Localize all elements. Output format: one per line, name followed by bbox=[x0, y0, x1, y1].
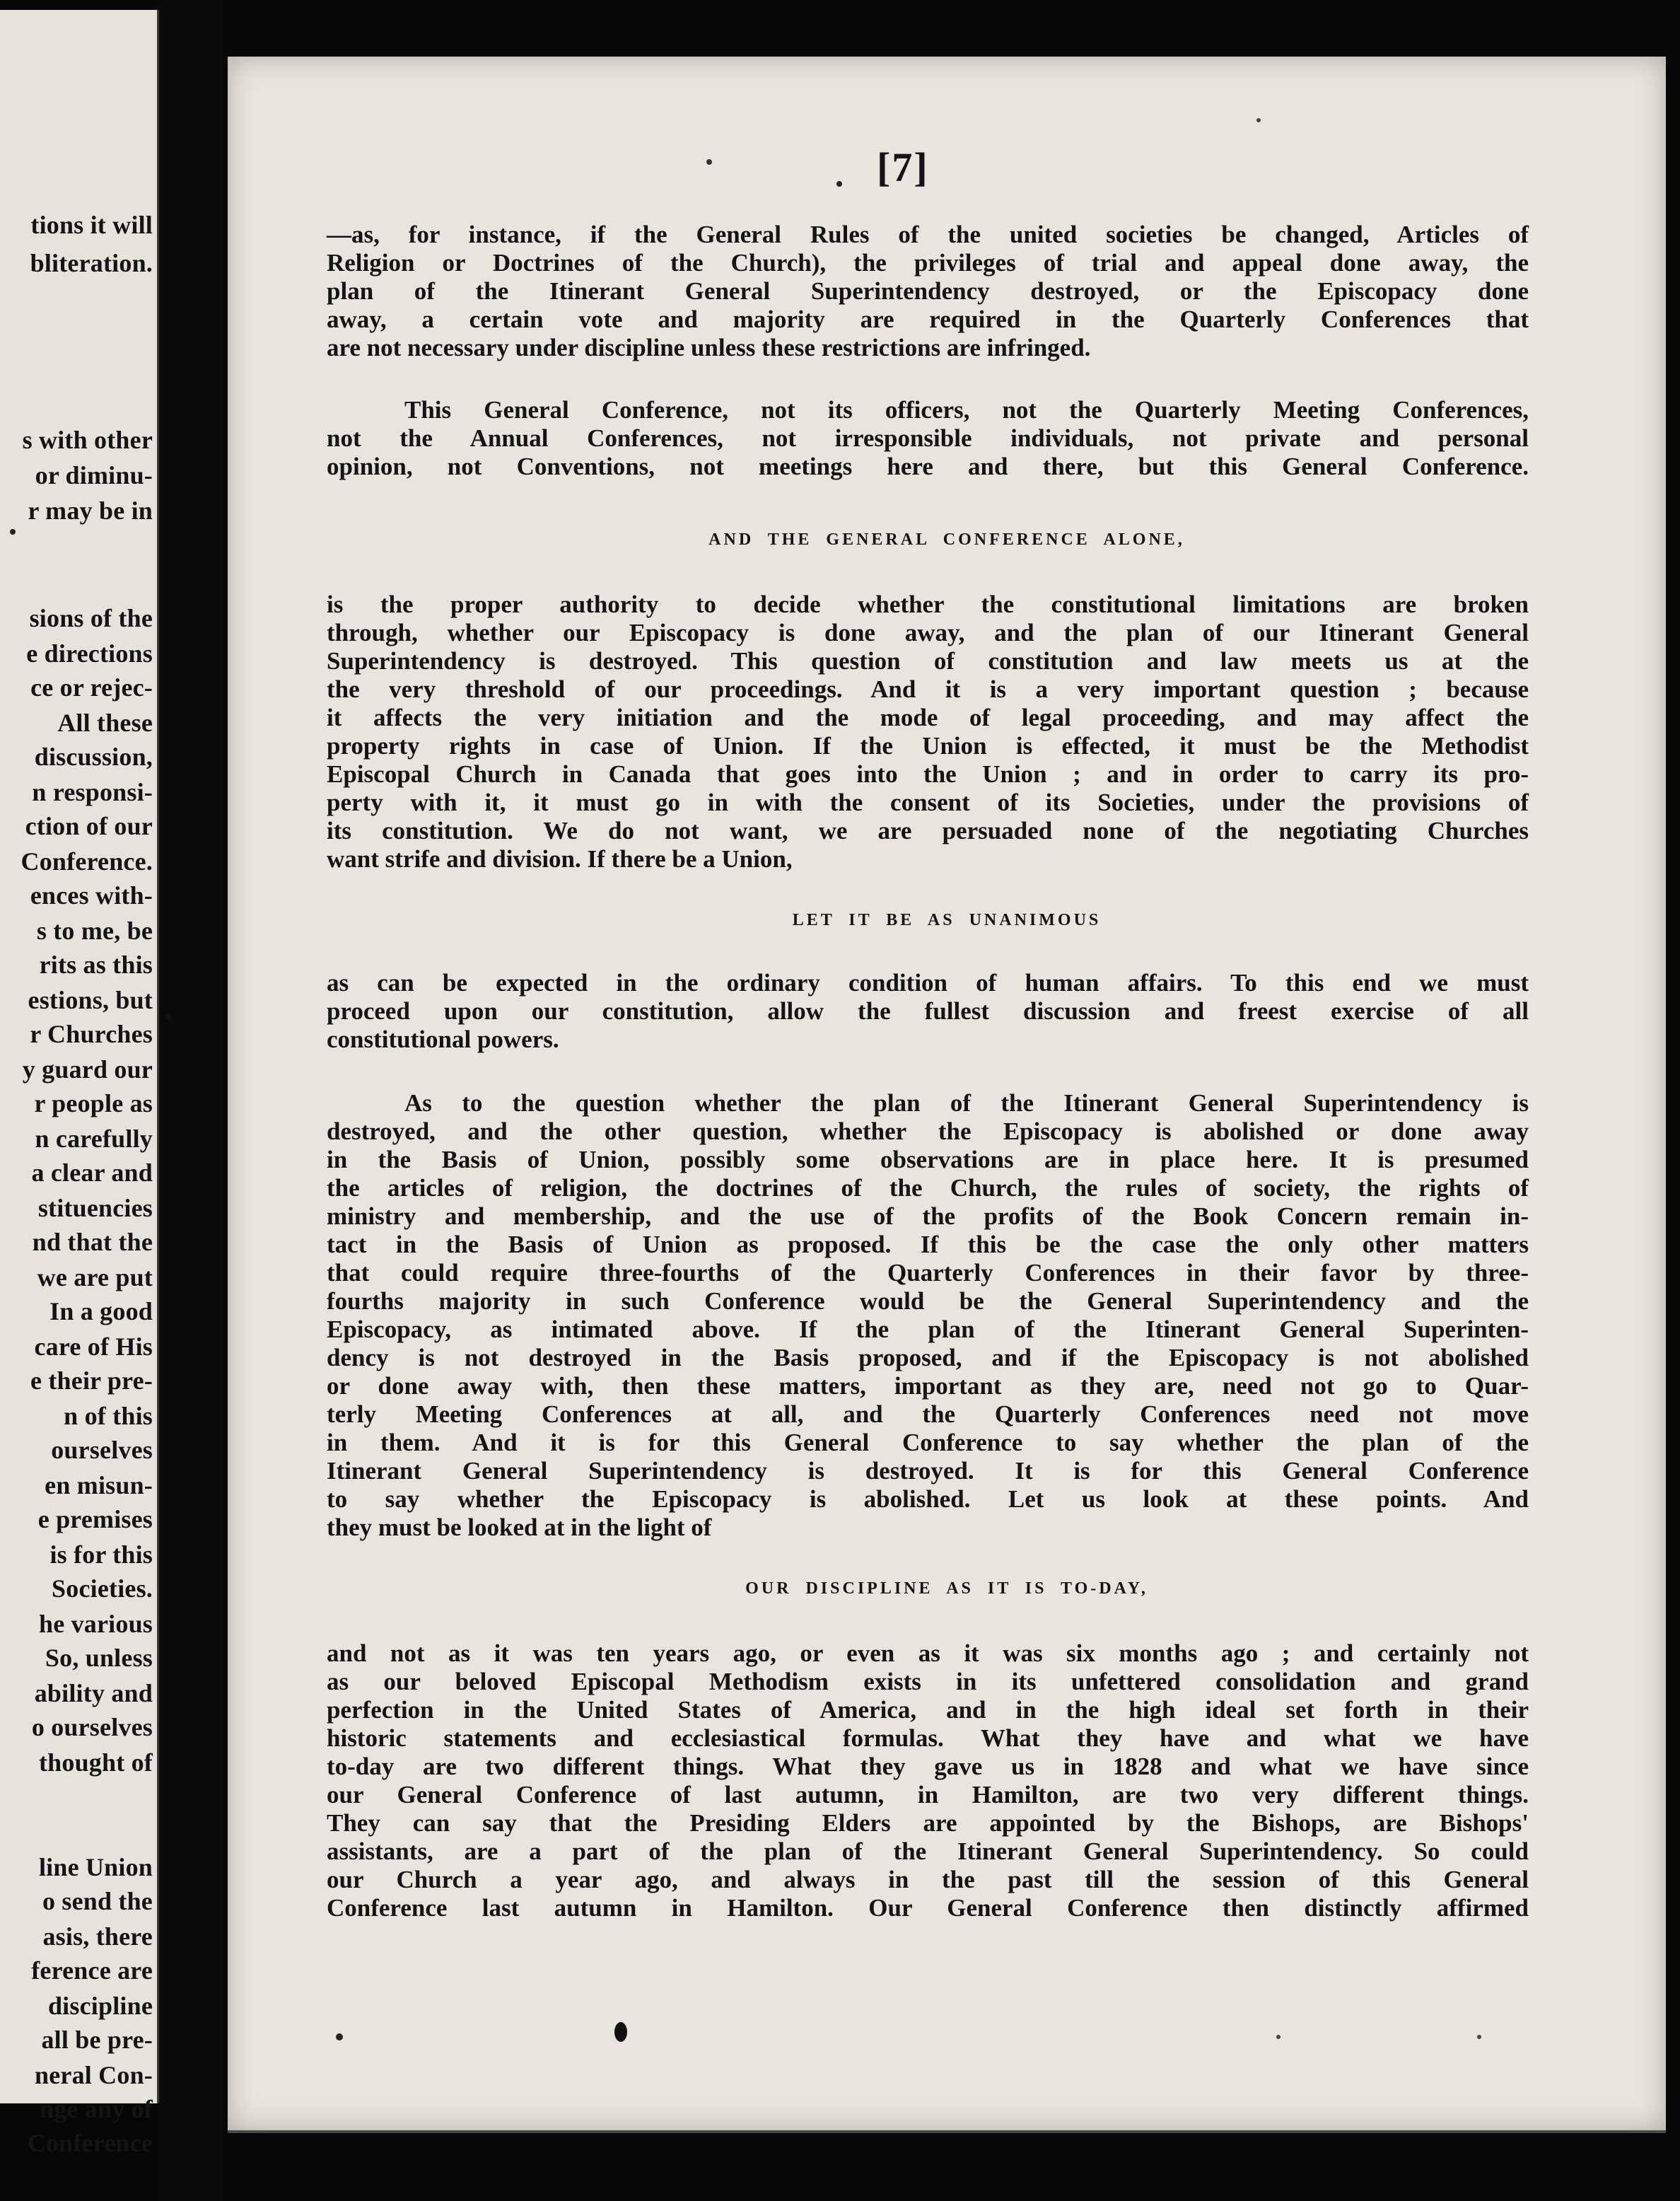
left-line: All these bbox=[57, 709, 153, 737]
text-line: —as, for instance, if the General Rules of the united societies be changed, Articles of bbox=[327, 221, 1529, 248]
left-line: ction of our bbox=[25, 812, 153, 840]
left-line: nge any of bbox=[39, 2095, 153, 2123]
text-line: our Church a year ago, and always in the past till the session of this General bbox=[327, 1866, 1529, 1893]
left-line: nd that the bbox=[32, 1228, 153, 1256]
left-line: ability and bbox=[34, 1679, 153, 1707]
left-line: e premises bbox=[37, 1505, 153, 1533]
left-line: o send the bbox=[42, 1887, 153, 1915]
left-line: Conference bbox=[27, 2129, 153, 2157]
left-line: a clear and bbox=[31, 1158, 153, 1187]
left-line: is for this bbox=[49, 1540, 153, 1569]
left-line: ference are bbox=[31, 1956, 153, 1985]
text-line: as our beloved Episcopal Methodism exists in its unfettered consolidation and grand bbox=[327, 1668, 1529, 1695]
text-line: assistants, are a part of the plan of the Itinerant General Superintendency. So could bbox=[327, 1837, 1529, 1865]
text-line: it affects the very initiation and the mode of legal proceeding, and may affect the bbox=[327, 704, 1529, 731]
left-line: care of His bbox=[34, 1332, 153, 1361]
left-line: thought of bbox=[38, 1748, 153, 1777]
left-line: ourselves bbox=[51, 1436, 153, 1464]
text-line: its constitution. We do not want, we are persuaded none of the negotiating Churches bbox=[327, 817, 1529, 844]
text-line: opinion, not Conventions, not meetings here and there, but this General Conference. bbox=[327, 453, 1529, 480]
text-line: plan of the Itinerant General Superintendency destroyed, or the Episcopacy done bbox=[327, 277, 1529, 305]
text-line: or done away with, then these matters, important as they are, need not go to Quar- bbox=[327, 1372, 1529, 1400]
left-line: discussion, bbox=[34, 743, 153, 771]
left-line: ences with- bbox=[30, 881, 153, 910]
page-gutter bbox=[159, 0, 224, 2201]
text-line: As to the question whether the plan of the Itinerant General Superintendency is bbox=[404, 1089, 1529, 1117]
text-line: dency is not destroyed in the Basis proposed, and if the Episcopacy is not abolished bbox=[327, 1344, 1529, 1371]
text-line: and not as it was ten years ago, or even as it was six months ago ; and certainly not bbox=[327, 1639, 1529, 1667]
text-line: through, whether our Episcopacy is done away, and the plan of our Itinerant General bbox=[327, 619, 1529, 646]
left-line: rits as this bbox=[39, 951, 153, 979]
text-line: constitutional powers. bbox=[327, 1026, 559, 1053]
section-heading: OUR DISCIPLINE AS IT IS TO-DAY, bbox=[745, 1579, 1148, 1598]
left-line: tions it will bbox=[30, 211, 153, 239]
text-line: that could require three-fourths of the Quarterly Conferences in their favor by three- bbox=[327, 1259, 1529, 1287]
text-line: the very threshold of our proceedings. And it is a very important question ; because bbox=[327, 675, 1529, 703]
text-line: they must be looked at in the light of bbox=[327, 1514, 712, 1541]
text-line: are not necessary under discipline unless these restrictions are infringed. bbox=[327, 334, 1091, 361]
left-line: r people as bbox=[34, 1089, 153, 1117]
left-line: o ourselves bbox=[31, 1713, 153, 1741]
text-line: Episcopacy, as intimated above. If the plan of the Itinerant General Superinten- bbox=[327, 1316, 1529, 1343]
page-number: [7] bbox=[877, 144, 929, 190]
left-line: estions, but bbox=[28, 986, 153, 1014]
left-line: s to me, be bbox=[36, 917, 153, 945]
left-line: discipline bbox=[47, 1992, 153, 2020]
text-line: perty with it, it must go in with the consent of its Societies, under the provisions of bbox=[327, 789, 1529, 816]
left-line: bliteration. bbox=[30, 249, 153, 277]
text-line: ministry and membership, and the use of the profits of the Book Concern remain in- bbox=[327, 1202, 1529, 1230]
text-line: Religion or Doctrines of the Church), the privileges of trial and appeal done away, the bbox=[327, 249, 1529, 277]
left-line: ce or rejec- bbox=[30, 673, 153, 702]
text-line: fourths majority in such Conference would be the General Superintendency and the bbox=[327, 1287, 1529, 1315]
left-line: In a good bbox=[49, 1297, 153, 1325]
text-line: Itinerant General Superintendency is destroyed. It is for this General Conference bbox=[327, 1457, 1529, 1485]
left-line: stituencies bbox=[37, 1194, 153, 1222]
text-line: want strife and division. If there be a Union, bbox=[327, 845, 793, 873]
section-heading: AND THE GENERAL CONFERENCE ALONE, bbox=[708, 530, 1185, 549]
text-line: the articles of religion, the doctrines of the Church, the rules of society, the rights of bbox=[327, 1174, 1529, 1202]
main-page bbox=[228, 57, 1666, 2130]
text-line: Conference last autumn in Hamilton. Our General Conference then distinctly affirmed bbox=[327, 1894, 1529, 1922]
left-line: Societies. bbox=[52, 1574, 153, 1603]
text-line: This General Conference, not its officers, not the Quarterly Meeting Conferences, bbox=[404, 396, 1529, 424]
left-line: e their pre- bbox=[30, 1366, 153, 1395]
text-line: as can be expected in the ordinary condition of human affairs. To this end we must bbox=[327, 969, 1529, 997]
text-line: destroyed, and the other question, whether the Episcopacy is abolished or done away bbox=[327, 1117, 1529, 1145]
left-line: s with other bbox=[22, 426, 153, 454]
left-line: line Union bbox=[38, 1853, 153, 1881]
text-line: Superintendency is destroyed. This question of constitution and law meets us at the bbox=[327, 647, 1529, 675]
left-line: n responsi- bbox=[32, 778, 153, 806]
left-line: all be pre- bbox=[41, 2026, 153, 2054]
text-line: proceed upon our constitution, allow the fullest discussion and freest exercise of all bbox=[327, 997, 1529, 1025]
left-line: n of this bbox=[64, 1402, 153, 1430]
text-line: to-day are two different things. What they gave us in 1828 and what we have since bbox=[327, 1753, 1529, 1780]
left-line: n carefully bbox=[35, 1125, 153, 1153]
left-line: So, unless bbox=[45, 1644, 153, 1672]
left-line: r may be in bbox=[28, 496, 153, 525]
left-line: Conference. bbox=[21, 847, 153, 876]
left-line: sions of the bbox=[29, 604, 153, 632]
left-line: en misun- bbox=[45, 1471, 153, 1499]
text-line: tact in the Basis of Union as proposed. If this be the case the only other matters bbox=[327, 1231, 1529, 1258]
text-line: to say whether the Episcopacy is abolished. Let us look at these points. And bbox=[327, 1485, 1529, 1513]
page-bottom-edge bbox=[228, 2130, 1666, 2133]
text-line: in the Basis of Union, possibly some observations are in place here. It is presumed bbox=[327, 1146, 1529, 1173]
text-line: away, a certain vote and majority are required in the Quarterly Conferences that bbox=[327, 306, 1529, 333]
section-heading: LET IT BE AS UNANIMOUS bbox=[792, 911, 1102, 929]
left-line: e directions bbox=[26, 639, 153, 668]
left-line: y guard our bbox=[22, 1055, 153, 1084]
left-line: he various bbox=[38, 1610, 153, 1638]
text-line: They can say that the Presiding Elders are appointed by the Bishops, are Bishops' bbox=[327, 1809, 1529, 1837]
left-line: we are put bbox=[37, 1263, 153, 1291]
text-line: historic statements and ecclesiastical formulas. What they have and what we have bbox=[327, 1724, 1529, 1752]
left-line: asis, there bbox=[42, 1922, 153, 1951]
text-line: terly Meeting Conferences at all, and the Quarterly Conferences need not move bbox=[327, 1400, 1529, 1428]
left-line: r Churches bbox=[30, 1020, 153, 1048]
left-line: neral Con- bbox=[35, 2061, 153, 2089]
previous-page-fragment bbox=[0, 10, 159, 2157]
text-line: Episcopal Church in Canada that goes into the Union ; and in order to carry its pro- bbox=[327, 760, 1529, 788]
text-line: is the proper authority to decide whether the constitutional limitations are broken bbox=[327, 591, 1529, 618]
text-line: in them. And it is for this General Conference to say whether the plan of the bbox=[327, 1429, 1529, 1456]
left-line: or diminu- bbox=[35, 461, 153, 489]
text-line: perfection in the United States of America, and in the high ideal set forth in their bbox=[327, 1696, 1529, 1724]
text-line: our General Conference of last autumn, in Hamilton, are two very different things. bbox=[327, 1781, 1529, 1808]
text-line: property rights in case of Union. If the Union is effected, it must be the Methodist bbox=[327, 732, 1529, 760]
text-line: not the Annual Conferences, not irresponsible individuals, not private and personal bbox=[327, 424, 1529, 452]
